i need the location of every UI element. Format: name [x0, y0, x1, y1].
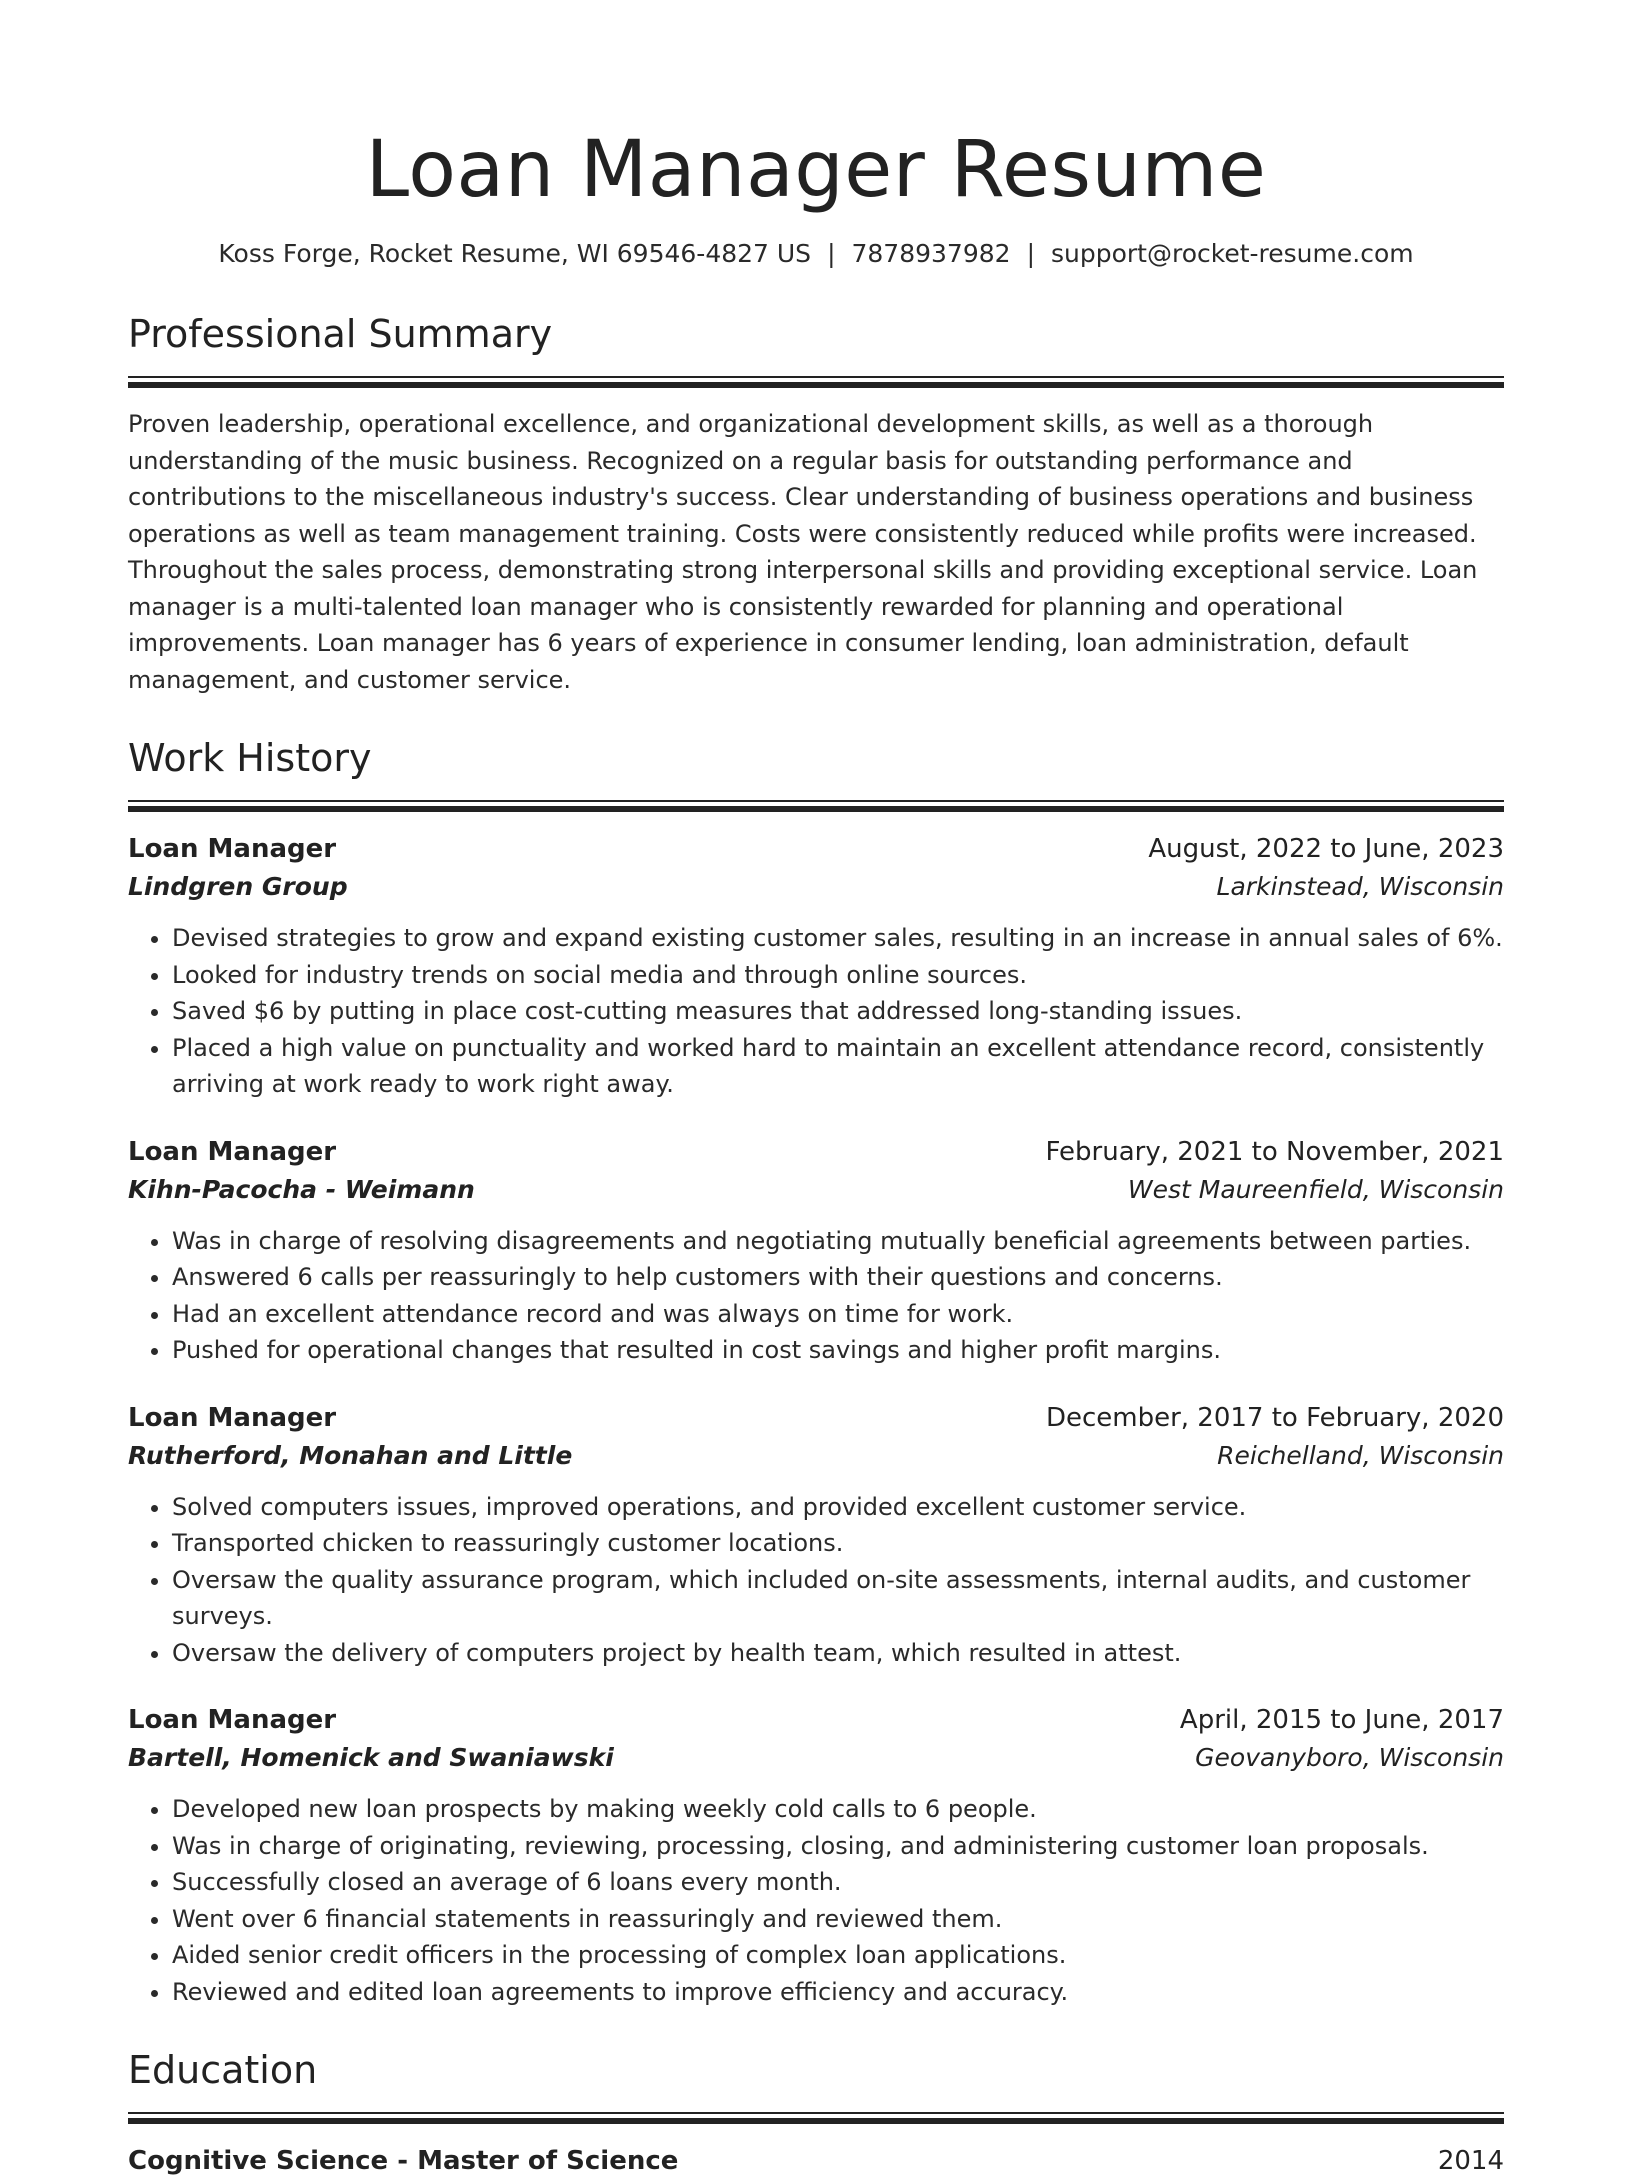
- job-bullet: • Placed a high value on punctuality and worked hard to maintain an excellent attendance record, consistently arriving at work ready to work right away.: [172, 1030, 1504, 1103]
- job-company: Bartell, Homenick and Swaniawski: [128, 1743, 614, 1772]
- work-history-section: [128, 734, 1504, 2010]
- job-dates: December, 2017 to February, 2020: [1045, 1402, 1504, 1433]
- job-bullets: [128, 1223, 1504, 1369]
- job-entry: [128, 1133, 1504, 1369]
- job-bullet: • Pushed for operational changes that resulted in cost savings and higher profit margins.: [172, 1332, 1504, 1369]
- summary-text: Proven leadership, operational excellence, and organizational development skills, as well as a thorough understanding of the music business. Recognized on a regular basis for outstanding performance and contributions to the miscellaneous industry's success. Clear understanding of business operations and business operations as well as team management training. Costs were consistently reduced while profits were increased. Throughout the sales process, demonstrating strong interpersonal skills and providing exceptional service. Loan manager is a multi-talented loan manager who is consistently rewarded for planning and operational improvements. Loan manager has 6 years of experience in consumer lending, loan administration, default management, and customer service.: [128, 410, 1478, 694]
- resume-title: Loan Manager Resume: [365, 125, 1267, 215]
- job-bullet: • Had an excellent attendance record and was always on time for work.: [172, 1296, 1504, 1333]
- section-title-work-history: Work History: [128, 736, 372, 780]
- job-location: Geovanyboro, Wisconsin: [1195, 1743, 1504, 1772]
- job-bullet: • Looked for industry trends on social media and through online sources.: [172, 957, 1504, 994]
- contact-separator: |: [1026, 239, 1035, 268]
- job-company: Lindgren Group: [128, 872, 348, 901]
- education-year: 2014: [1437, 2146, 1504, 2176]
- job-bullet: • Successfully closed an average of 6 loans every month.: [172, 1864, 1504, 1901]
- education-entry: [128, 2142, 1504, 2180]
- job-bullet: • Oversaw the quality assurance program, which included on-site assessments, internal audits, and customer surveys.: [172, 1562, 1504, 1635]
- job-title: Loan Manager: [128, 1402, 337, 1433]
- job-bullet: • Saved $6 by putting in place cost-cutting measures that addressed long-standing issues.: [172, 993, 1504, 1030]
- contact-separator: |: [827, 239, 836, 268]
- job-bullet: • Was in charge of resolving disagreements and negotiating mutually beneficial agreements between parties.: [172, 1223, 1504, 1260]
- job-bullet: • Solved computers issues, improved operations, and provided excellent customer service.: [172, 1489, 1504, 1526]
- job-title: Loan Manager: [128, 834, 337, 864]
- job-entry: [128, 1701, 1504, 2010]
- job-bullet: • Was in charge of originating, reviewing, processing, closing, and administering customer loan proposals.: [172, 1828, 1504, 1865]
- job-bullet: • Reviewed and edited loan agreements to improve efficiency and accuracy.: [172, 1974, 1504, 2011]
- job-entry: [128, 830, 1504, 1103]
- job-bullets: [128, 1791, 1504, 2010]
- contact-address: Koss Forge, Rocket Resume, WI 69546-4827 US: [218, 239, 812, 268]
- section-title-education: Education: [128, 2048, 318, 2092]
- section-divider: [128, 800, 1504, 812]
- job-bullet: • Went over 6 financial statements in reassuringly and reviewed them.: [172, 1901, 1504, 1938]
- job-title: Loan Manager: [128, 1136, 337, 1167]
- job-bullet: • Oversaw the delivery of computers project by health team, which resulted in attest.: [172, 1635, 1504, 1672]
- job-bullets: [128, 1489, 1504, 1672]
- job-dates: February, 2021 to November, 2021: [1045, 1136, 1504, 1167]
- job-bullet: • Aided senior credit officers in the processing of complex loan applications.: [172, 1937, 1504, 1974]
- job-dates: April, 2015 to June, 2017: [1179, 1705, 1504, 1735]
- job-company: Rutherford, Monahan and Little: [128, 1440, 573, 1470]
- job-bullet: • Transported chicken to reassuringly customer locations.: [172, 1525, 1504, 1562]
- section-divider: [128, 376, 1504, 388]
- job-location: Reichelland, Wisconsin: [1217, 1440, 1504, 1470]
- summary-section: [128, 310, 1504, 698]
- job-dates: August, 2022 to June, 2023: [1148, 834, 1504, 864]
- section-title-summary: Professional Summary: [128, 312, 553, 356]
- job-location: West Maureenfield, Wisconsin: [1127, 1174, 1504, 1204]
- contact-email[interactable]: support@rocket-resume.com: [1051, 239, 1414, 268]
- contact-line: [128, 234, 1504, 274]
- job-entry: [128, 1399, 1504, 1672]
- education-section: [128, 2046, 1504, 2180]
- contact-phone: 7878937982: [851, 239, 1011, 268]
- job-location: Larkinstead, Wisconsin: [1216, 872, 1504, 901]
- job-bullet: • Answered 6 calls per reassuringly to help customers with their questions and concerns.: [172, 1259, 1504, 1296]
- section-divider: [128, 2112, 1504, 2124]
- education-degree: Cognitive Science - Master of Science: [128, 2146, 679, 2176]
- job-title: Loan Manager: [128, 1705, 337, 1735]
- job-bullet: • Developed new loan prospects by making weekly cold calls to 6 people.: [172, 1791, 1504, 1828]
- job-bullet: • Devised strategies to grow and expand existing customer sales, resulting in an increase in annual sales of 6%.: [172, 920, 1504, 957]
- job-company: Kihn-Pacocha - Weimann: [128, 1174, 475, 1204]
- job-bullets: [128, 920, 1504, 1103]
